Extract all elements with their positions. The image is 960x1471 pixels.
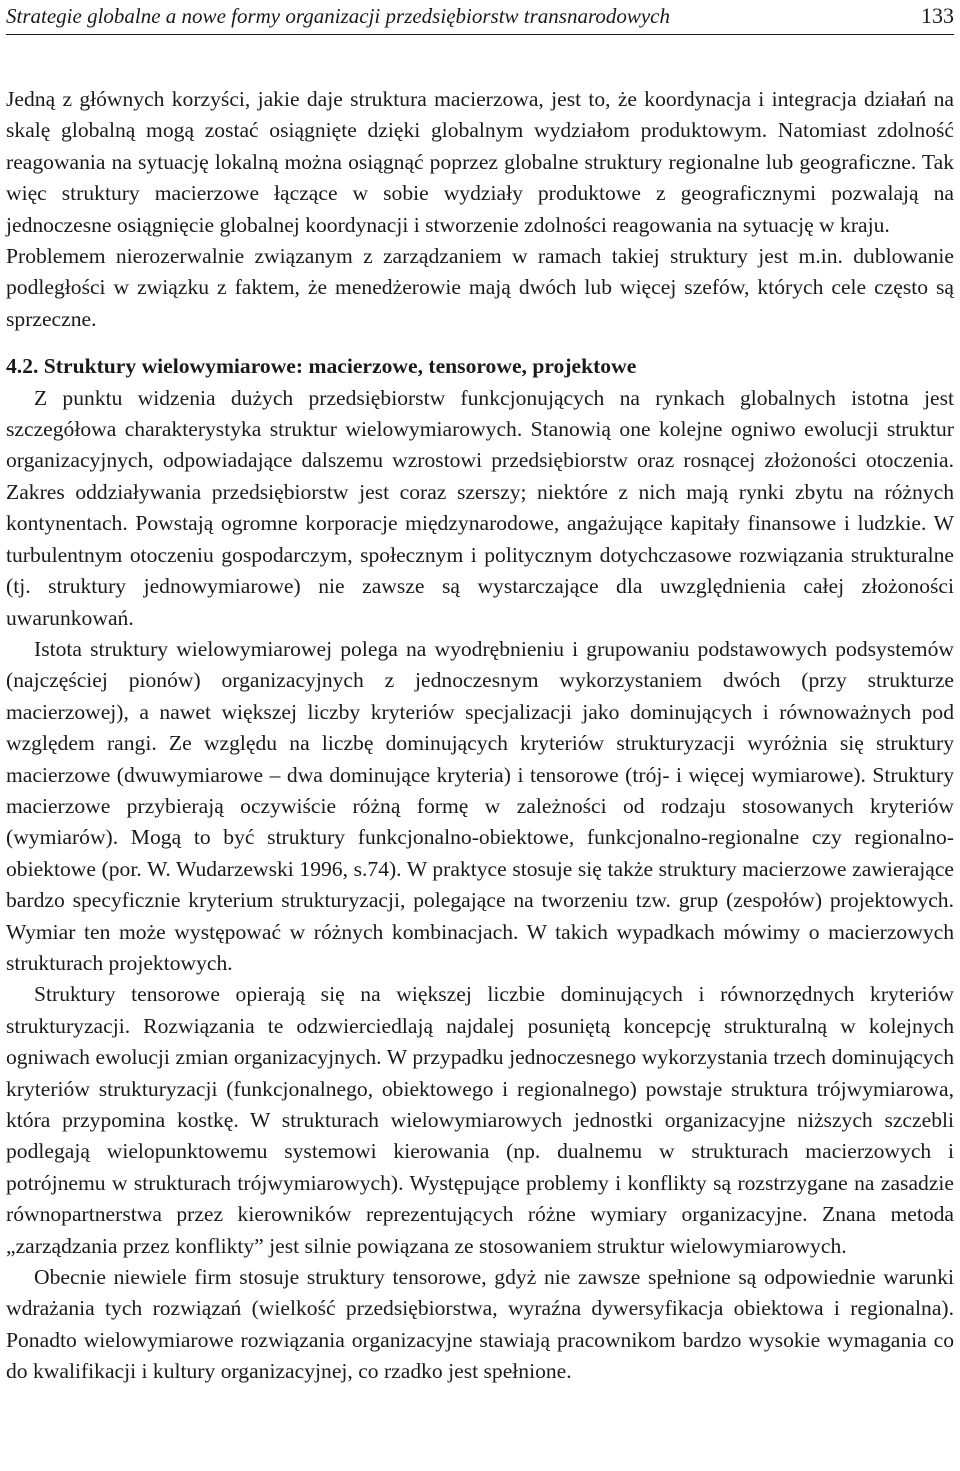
paragraph: Obecnie niewiele firm stosuje struktury tensorowe, gdyż nie zawsze spełnione są odpowiednie warunki wdrażania tych rozwiązań (wielkość przedsiębiorstwa, wyraźna dywersyfikacja obiektowa i regionalna). Ponadto wielowymiarowe rozwiązania organizacyjne stawiają pracownikom bardzo wysokie wymagania co do kwalifikacji i kultury organizacyjnej, co rzadko jest spełnione. bbox=[6, 1265, 954, 1384]
running-header bbox=[6, 2, 954, 32]
body-text bbox=[6, 84, 954, 1388]
paragraph: Problemem nierozerwalnie związanym z zarządzaniem w ramach takiej struktury jest m.in. dublowanie podległości w związku z faktem, że menedżerowie mają dwóch lub więcej szefów, których cele często są sprzeczne. bbox=[6, 244, 954, 331]
header-rule bbox=[6, 34, 954, 35]
paragraph: Struktury tensorowe opierają się na większej liczbie dominujących i równorzędnych kryteriów strukturyzacji. Rozwiązania te odzwierciedlają najdalej posuniętą koncepcję strukturalną w kolejnych ogniwach ewolucji zmian organizacyjnych. W przypadku jednoczesnego wykorzystania trzech dominujących kryteriów strukturyzacji (funkcjonalnego, obiektowego i regionalnego) powstaje struktura trójwymiarowa, która przypomina kostkę. W strukturach wielowymiarowych jednostki organizacyjne niższych szczebli podlegają wielopunktowemu systemowi kierowania (np. dualnemu w strukturach macierzowych i potrójnemu w strukturach trójwymiarowych). Występujące problemy i konflikty są rozstrzygane na zasadzie równopartnerstwa przez kierowników reprezentujących różne wymiary organizacyjne. Znana metoda „zarządzania przez konflikty” jest silnie powiązana ze stosowaniem struktur wielowymiarowych. bbox=[6, 982, 954, 1258]
paragraph: Jedną z głównych korzyści, jakie daje struktura macierzowa, jest to, że koordynacja i integracja działań na skalę globalną mogą zostać osiągnięte dzięki globalnym wydziałom produktowym. Natomiast zdolność reagowania na sytuację lokalną można osiągnąć poprzez globalne struktury regionalne lub geograficzne. Tak więc struktury macierzowe łączące w sobie wydziały produktowe z geograficznymi pozwalają na jednoczesne osiągnięcie globalnej koordynacji i stworzenie zdolności reagowania na sytuację w kraju. bbox=[6, 87, 954, 237]
paragraph: Z punktu widzenia dużych przedsiębiorstw funkcjonujących na rynkach globalnych istotna jest szczegółowa charakterystyka struktur wielowymiarowych. Stanowią one kolejne ogniwo ewolucji struktur organizacyjnych, odpowiadające dalszemu wzrostowi przedsiębiorstw oraz rosnącej złożoności otoczenia. Zakres oddziaływania przedsiębiorstw jest coraz szerszy; niektóre z nich mają rynki zbytu na różnych kontynentach. Powstają ogromne korporacje międzynarodowe, angażujące kapitały finansowe i ludzkie. W turbulentnym otoczeniu gospodarczym, społecznym i politycznym dotychczasowe rozwiązania strukturalne (tj. struktury jednowymiarowe) nie zawsze są wystarczające dla uwzględnienia całej złożoności uwarunkowań. bbox=[6, 385, 954, 630]
section-heading: 4.2. Struktury wielowymiarowe: macierzowe, tensorowe, projektowe bbox=[6, 354, 637, 379]
paragraph: Istota struktury wielowymiarowej polega na wyodrębnieniu i grupowaniu podstawowych podsystemów (najczęściej pionów) organizacyjnych z jednoczesnym wykorzystaniem dwóch (przy strukturze macierzowej), a nawet większej liczby kryteriów specjalizacji jako dominujących i równoważnych pod względem rangi. Ze względu na liczbę dominujących kryteriów strukturyzacji wyróżnia się struktury macierzowe (dwuwymiarowe – dwa dominujące kryteria) i tensorowe (trój- i więcej wymiarowe). Struktury macierzowe przybierają oczywiście różną formę w zależności od rodzaju stosowanych kryteriów (wymiarów). Mogą to być struktury funkcjonalno-obiektowe, funkcjonalno-regionalne czy regionalno-obiektowe (por. W. Wudarzewski 1996, s.74). W praktyce stosuje się także struktury macierzowe zawierające bardzo specyficznie kryterium strukturyzacji, polegające na tworzeniu tzw. grup (zespołów) projektowych. Wymiar ten może występować w różnych kombinacjach. W takich wypadkach mówimy o macierzowych strukturach projektowych. bbox=[6, 636, 954, 975]
running-title: Strategie globalne a nowe formy organizacji przedsiębiorstw transnarodowych bbox=[6, 4, 671, 28]
page-number: 133 bbox=[921, 3, 954, 28]
